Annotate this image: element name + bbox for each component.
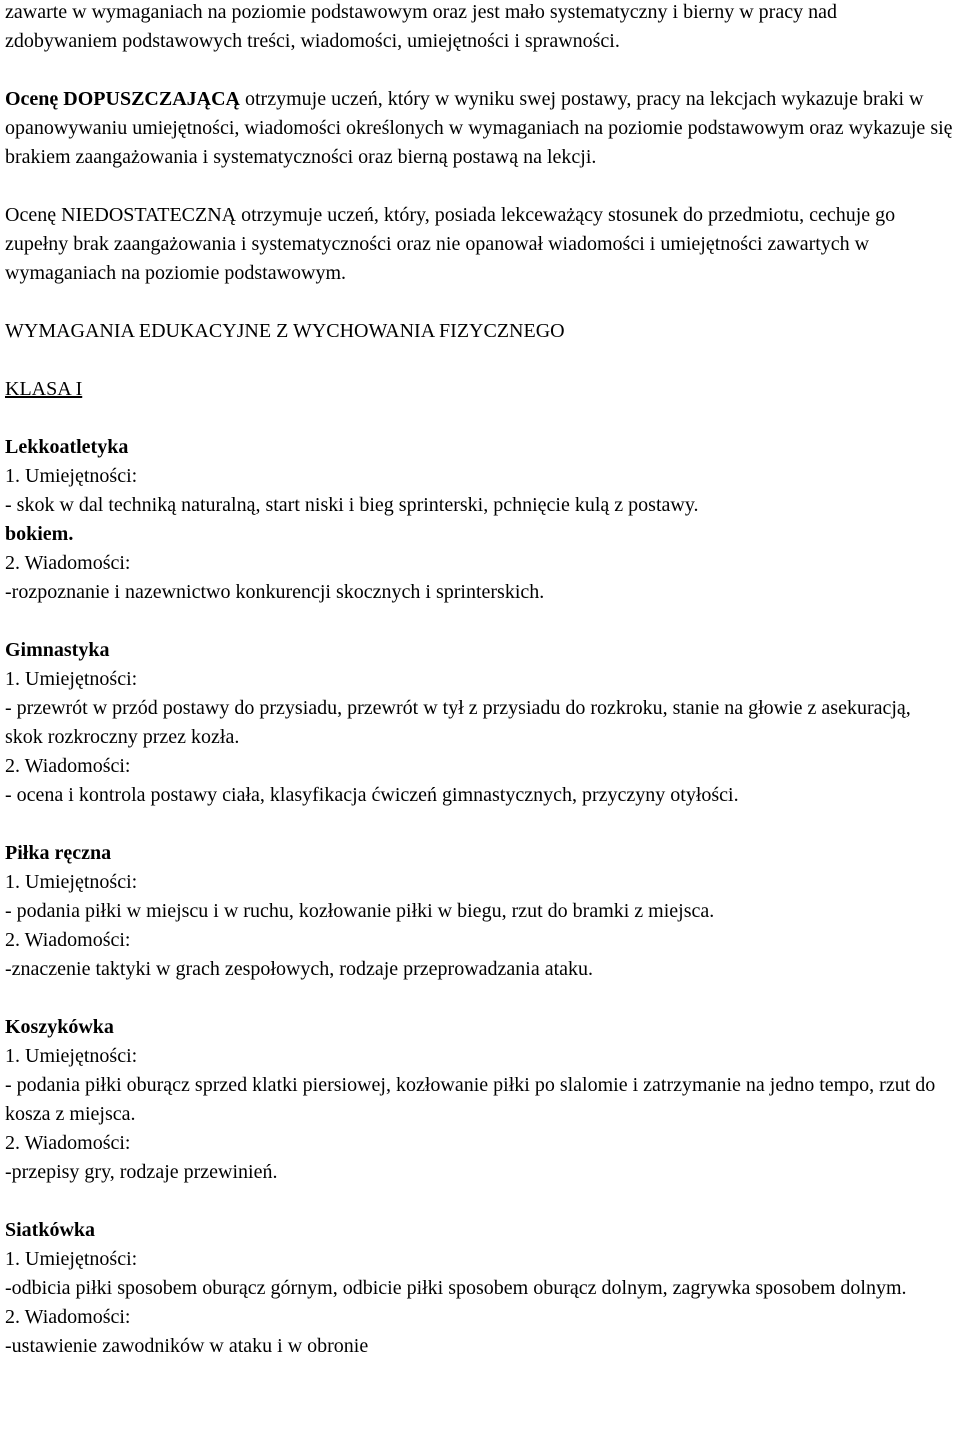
skills-label: 1. Umiejętności: <box>5 1248 138 1270</box>
grade-niedostateczna-text: otrzymuje uczeń, który, posiada lekceważący stosunek do przedmiotu, cechuje go zupełny brak zaangażowania i systematyczności oraz nie opanował wiadomości i umiejętności zawartych w wymaganiach na poziomie podstawowym. <box>5 204 896 284</box>
skills-label: 1. Umiejętności: <box>5 871 138 893</box>
grade-niedostateczna-paragraph <box>5 201 953 288</box>
extra-text: bokiem. <box>5 523 74 545</box>
section-title: Piłka ręczna <box>5 842 112 864</box>
knowledge-label: 2. Wiadomości: <box>5 929 131 951</box>
class-heading: KLASA I <box>5 378 83 400</box>
skills-label: 1. Umiejętności: <box>5 668 138 690</box>
section-title: Siatkówka <box>5 1219 96 1241</box>
intro-continued-paragraph: zawarte w wymaganiach na poziomie podstawowym oraz jest mało systematyczny i bierny w pracy nad zdobywaniem podstawowych treści, wiadomości, umiejętności i sprawności. <box>5 1 837 52</box>
section-koszykowka <box>5 1013 953 1187</box>
knowledge-text: - ocena i kontrola postawy ciała, klasyfikacja ćwiczeń gimnastycznych, przyczyny otyłości. <box>5 784 739 806</box>
knowledge-label: 2. Wiadomości: <box>5 755 131 777</box>
knowledge-text: -ustawienie zawodników w ataku i w obronie <box>5 1335 369 1357</box>
skills-text: - skok w dal techniką naturalną, start niski i bieg sprinterski, pchnięcie kulą z postawy. <box>5 494 699 516</box>
knowledge-text: -znaczenie taktyki w grach zespołowych, rodzaje przeprowadzania ataku. <box>5 958 594 980</box>
skills-text: - przewrót w przód postawy do przysiadu, przewrót w tył z przysiadu do rozkroku, stanie na głowie z asekuracją, skok rozkroczny przez kozła. <box>5 697 911 748</box>
skills-label: 1. Umiejętności: <box>5 465 138 487</box>
section-lekkoatletyka <box>5 433 953 607</box>
section-title: Koszykówka <box>5 1016 114 1038</box>
grade-dopuszczajaca-paragraph <box>5 85 953 172</box>
grade-dopuszczajaca-text: otrzymuje uczeń, który w wyniku swej postawy, pracy na lekcjach wykazuje braki w opanowywaniu umiejętności, wiadomości określonych w wymaganiach na poziomie podstawowym oraz wykazuje się brakiem zaangażowania i systematyczności oraz bierną postawą na lekcji. <box>5 88 953 168</box>
skills-text: - podania piłki w miejscu i w ruchu, kozłowanie piłki w biegu, rzut do bramki z miejsca. <box>5 900 715 922</box>
knowledge-label: 2. Wiadomości: <box>5 1306 131 1328</box>
skills-text: - podania piłki oburącz sprzed klatki piersiowej, kozłowanie piłki po slalomie i zatrzymanie na jedno tempo, rzut do kosza z miejsca. <box>5 1074 936 1125</box>
grade-dopuszczajaca-label: Ocenę DOPUSZCZAJĄCĄ <box>5 88 240 110</box>
main-heading: WYMAGANIA EDUKACYJNE Z WYCHOWANIA FIZYCZNEGO <box>5 320 565 342</box>
skills-text: -odbicia piłki sposobem oburącz górnym, odbicie piłki sposobem oburącz dolnym, zagrywka sposobem dolnym. <box>5 1277 907 1299</box>
knowledge-text: -przepisy gry, rodzaje przewinień. <box>5 1161 278 1183</box>
section-gimnastyka <box>5 636 953 810</box>
knowledge-label: 2. Wiadomości: <box>5 1132 131 1154</box>
section-title: Gimnastyka <box>5 639 110 661</box>
skills-label: 1. Umiejętności: <box>5 1045 138 1067</box>
section-title: Lekkoatletyka <box>5 436 129 458</box>
section-pilka-reczna <box>5 839 953 984</box>
document-page <box>5 0 953 1361</box>
knowledge-label: 2. Wiadomości: <box>5 552 131 574</box>
section-siatkowka <box>5 1216 953 1361</box>
knowledge-text: -rozpoznanie i nazewnictwo konkurencji skocznych i sprinterskich. <box>5 581 545 603</box>
grade-niedostateczna-label: Ocenę NIEDOSTATECZNĄ <box>5 204 237 226</box>
